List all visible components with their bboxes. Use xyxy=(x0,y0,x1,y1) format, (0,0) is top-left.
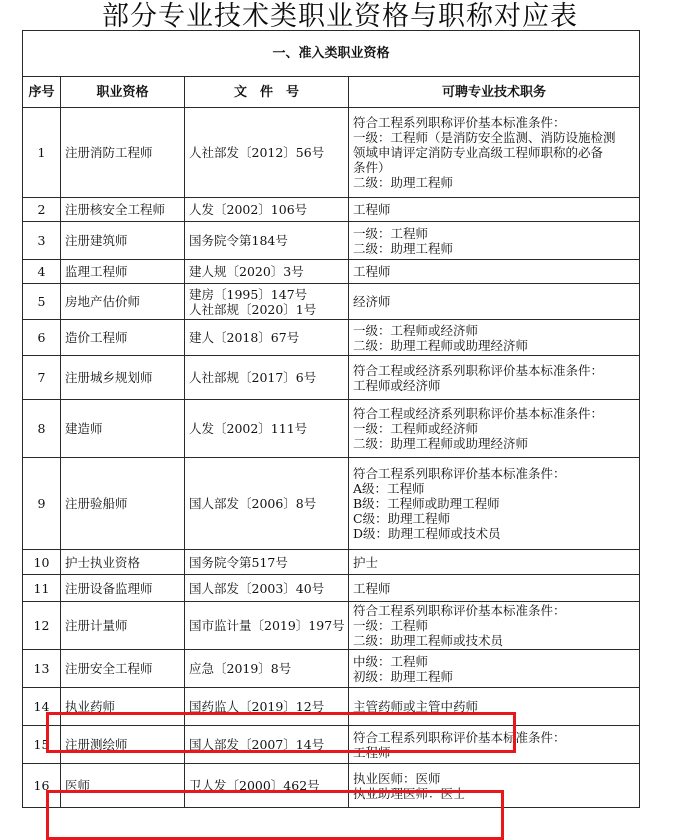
row-post xyxy=(349,458,640,550)
row-post xyxy=(349,550,640,575)
row-document xyxy=(185,458,349,550)
row-qualification: 医师 xyxy=(61,764,185,808)
document-line: 国人部发〔2007〕14号 xyxy=(189,737,325,752)
post-line: 符合工程或经济系列职称评价基本标准条件： xyxy=(353,406,604,421)
highlight-box-row-16 xyxy=(46,790,504,840)
table-row xyxy=(23,284,640,320)
table-row xyxy=(23,650,640,688)
row-qualification: 护士执业资格 xyxy=(61,550,185,575)
post-line: 符合工程系列职称评价基本标准条件： xyxy=(353,603,566,618)
document-line: 建房〔1995〕147号 xyxy=(189,286,308,302)
qualification-table xyxy=(22,30,640,808)
post-line: 工程师 xyxy=(353,264,391,279)
row-document xyxy=(185,550,349,575)
post-line: 符合工程系列职称评价基本标准条件： xyxy=(353,729,566,745)
row-post xyxy=(349,198,640,222)
row-post xyxy=(349,575,640,602)
post-line: 执业医师：医师 xyxy=(353,770,441,786)
post-line: B级：工程师或助理工程师 xyxy=(353,496,500,511)
table-row xyxy=(23,356,640,400)
post-line: D级：助理工程师或技术员 xyxy=(353,526,501,541)
row-index: 2 xyxy=(23,198,61,222)
document-line: 人发〔2002〕111号 xyxy=(189,421,308,436)
row-index: 10 xyxy=(23,550,61,575)
row-document xyxy=(185,400,349,458)
post-line: 符合工程系列职称评价基本标准条件： xyxy=(353,466,566,481)
row-index: 5 xyxy=(23,284,61,320)
row-document xyxy=(185,575,349,602)
row-qualification: 监理工程师 xyxy=(61,260,185,284)
post-line: 一级：工程师 xyxy=(353,225,429,241)
document-line: 国务院令第184号 xyxy=(189,233,288,248)
row-document xyxy=(185,602,349,650)
document-line: 人发〔2002〕106号 xyxy=(189,202,308,217)
table-row xyxy=(23,400,640,458)
row-qualification: 注册城乡规划师 xyxy=(61,356,185,400)
row-document xyxy=(185,198,349,222)
table-row xyxy=(23,550,640,575)
post-line: 工程师 xyxy=(353,580,391,596)
document-line: 人社部发〔2012〕56号 xyxy=(189,145,325,160)
row-index: 11 xyxy=(23,575,61,602)
row-index: 16 xyxy=(23,764,61,808)
row-post xyxy=(349,650,640,688)
document-line: 应急〔2019〕8号 xyxy=(189,661,292,676)
row-qualification: 执业药师 xyxy=(61,688,185,726)
row-qualification: 造价工程师 xyxy=(61,320,185,356)
post-line: 经济师 xyxy=(353,294,391,309)
row-post xyxy=(349,222,640,260)
document-line: 国药监人〔2019〕12号 xyxy=(189,699,325,714)
document-line: 国务院令第517号 xyxy=(189,554,288,570)
row-index: 13 xyxy=(23,650,61,688)
row-qualification: 注册计量师 xyxy=(61,602,185,650)
row-qualification: 注册建筑师 xyxy=(61,222,185,260)
header-qualification: 职业资格 xyxy=(61,77,185,108)
post-line: 工程师或经济师 xyxy=(353,377,441,393)
post-line: 一级：工程师（是消防安全监测、消防设施检测 xyxy=(353,130,616,145)
document-line: 国市监计量〔2019〕197号 xyxy=(189,618,345,633)
section-row xyxy=(23,31,640,77)
post-line: 执业助理医师：医士 xyxy=(353,785,466,801)
row-index: 3 xyxy=(23,222,61,260)
row-qualification: 建造师 xyxy=(61,400,185,458)
header-row xyxy=(23,77,640,108)
row-qualification: 注册验船师 xyxy=(61,458,185,550)
row-index: 14 xyxy=(23,688,61,726)
header-index: 序号 xyxy=(23,77,61,108)
table-row xyxy=(23,108,640,198)
row-document xyxy=(185,222,349,260)
post-line: 一级：工程师或经济师 xyxy=(353,322,479,338)
post-line: 二级：助理工程师或技术员 xyxy=(353,633,504,648)
row-index: 8 xyxy=(23,400,61,458)
post-line: 初级：助理工程师 xyxy=(353,668,454,684)
row-post xyxy=(349,400,640,458)
post-line: 二级：助理工程师 xyxy=(353,240,454,256)
post-line: 二级：助理工程师 xyxy=(353,175,454,190)
post-line: 主管药师或主管中药师 xyxy=(353,699,479,714)
row-qualification: 房地产估价师 xyxy=(61,284,185,320)
row-index: 7 xyxy=(23,356,61,400)
post-line: 二级：助理工程师或助理经济师 xyxy=(353,436,529,451)
row-qualification: 注册安全工程师 xyxy=(61,650,185,688)
row-document xyxy=(185,650,349,688)
row-post xyxy=(349,356,640,400)
row-post xyxy=(349,108,640,198)
table-row xyxy=(23,575,640,602)
post-line: 护士 xyxy=(353,554,379,570)
row-index: 1 xyxy=(23,108,61,198)
table-row xyxy=(23,320,640,356)
table-row xyxy=(23,602,640,650)
document-line: 人社部规〔2017〕6号 xyxy=(189,370,317,385)
header-post: 可聘专业技术职务 xyxy=(349,77,640,108)
highlight-box-row-14 xyxy=(46,712,516,753)
post-line: 领域申请评定消防专业高级工程师职称的必备 xyxy=(353,145,604,160)
row-document xyxy=(185,356,349,400)
row-post xyxy=(349,602,640,650)
row-index: 15 xyxy=(23,726,61,764)
post-line: 中级：工程师 xyxy=(353,653,429,669)
document-line: 建人〔2018〕67号 xyxy=(189,330,300,345)
row-post xyxy=(349,320,640,356)
post-line: 一级：工程师 xyxy=(353,618,429,633)
page-title: 部分专业技术类职业资格与职称对应表 xyxy=(102,1,578,32)
row-document xyxy=(185,108,349,198)
row-qualification: 注册核安全工程师 xyxy=(61,198,185,222)
post-line: 符合工程系列职称评价基本标准条件： xyxy=(353,115,566,130)
document-line: 建人规〔2020〕3号 xyxy=(189,264,304,279)
table-row xyxy=(23,458,640,550)
row-qualification: 注册测绘师 xyxy=(61,726,185,764)
row-index: 9 xyxy=(23,458,61,550)
row-document xyxy=(185,284,349,320)
table-row xyxy=(23,198,640,222)
row-index: 6 xyxy=(23,320,61,356)
row-qualification: 注册设备监理师 xyxy=(61,575,185,602)
row-index: 4 xyxy=(23,260,61,284)
row-qualification: 注册消防工程师 xyxy=(61,108,185,198)
row-document xyxy=(185,260,349,284)
post-line: 工程师 xyxy=(353,202,391,217)
table-row xyxy=(23,260,640,284)
table-row xyxy=(23,222,640,260)
post-line: A级：工程师 xyxy=(353,481,425,496)
row-post xyxy=(349,260,640,284)
row-post xyxy=(349,284,640,320)
section-title: 一、准入类职业资格 xyxy=(23,31,640,77)
document-line: 国人部发〔2006〕8号 xyxy=(189,496,317,511)
header-document: 文 件 号 xyxy=(185,77,349,108)
document-line: 卫人发〔2000〕462号 xyxy=(189,778,320,793)
post-line: 符合工程或经济系列职称评价基本标准条件： xyxy=(353,362,604,378)
post-line: 一级：工程师或经济师 xyxy=(353,421,479,436)
post-line: 二级：助理工程师或助理经济师 xyxy=(353,337,529,353)
row-index: 12 xyxy=(23,602,61,650)
document-line: 人社部规〔2020〕1号 xyxy=(189,301,317,317)
post-line: C级：助理工程师 xyxy=(353,511,451,526)
post-line: 工程师 xyxy=(353,744,391,760)
document-line: 国人部发〔2003〕40号 xyxy=(189,580,325,596)
post-line: 条件） xyxy=(353,160,391,175)
row-document xyxy=(185,320,349,356)
